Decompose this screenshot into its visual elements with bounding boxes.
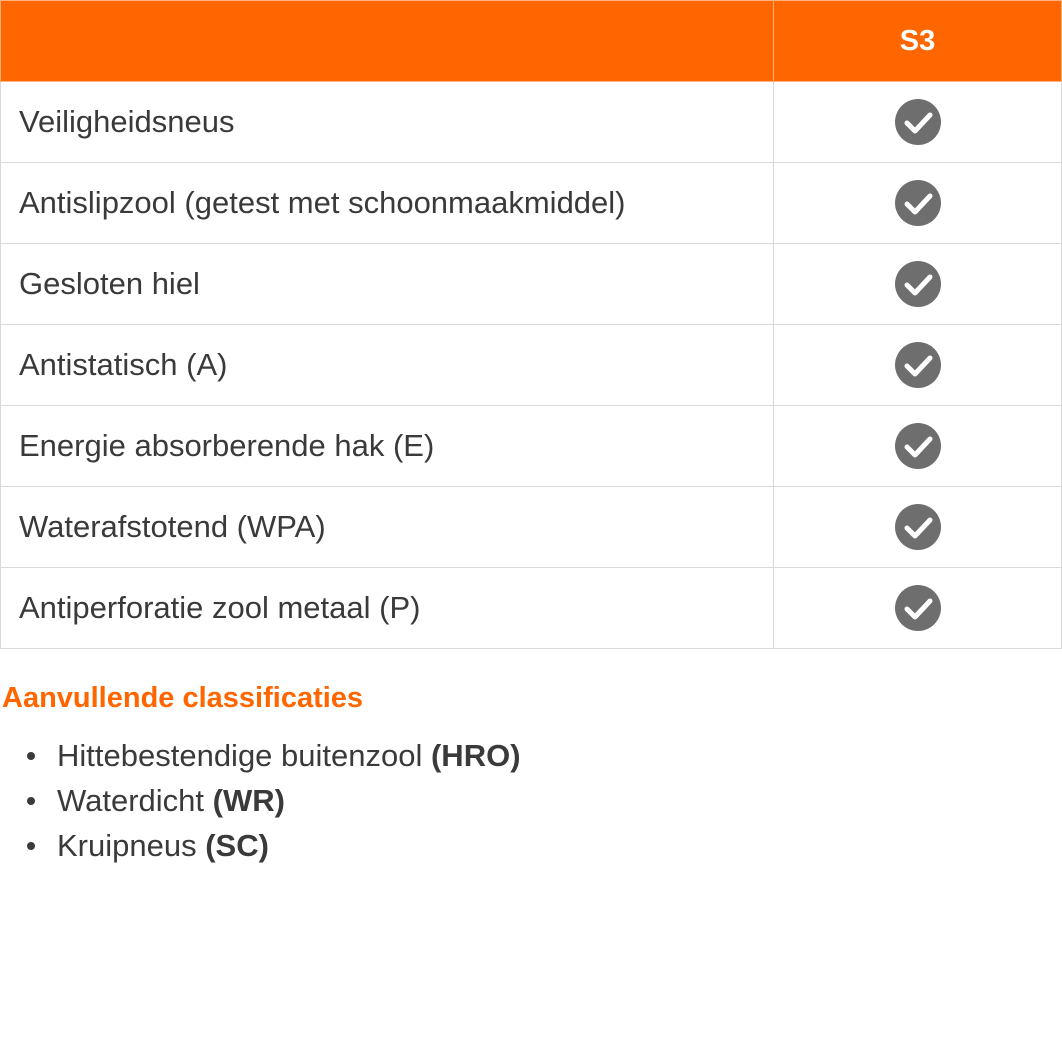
bullet-icon [27,842,35,850]
list-item-label: Kruipneus [57,828,206,863]
list-item [0,733,521,778]
feature-cell: Antiperforatie zool metaal (P) [1,568,774,649]
feature-cell: Veiligheidsneus [1,82,774,163]
table-row [1,82,1062,163]
check-circle-icon [895,342,941,388]
table-row [1,487,1062,568]
table-row [1,568,1062,649]
check-cell [774,406,1062,487]
check-circle-icon [895,585,941,631]
feature-cell: Gesloten hiel [1,244,774,325]
list-item-code: (SC) [205,828,269,863]
additional-classifications-title: Aanvullende classificaties [2,682,364,714]
table-header-row [1,1,1062,82]
check-cell [774,568,1062,649]
check-circle-icon [895,504,941,550]
header-level-s3: S3 [774,1,1062,82]
check-cell [774,82,1062,163]
list-item-label: Waterdicht [57,783,213,818]
check-cell [774,487,1062,568]
bullet-icon [27,797,35,805]
list-item-code: (HRO) [430,738,521,773]
table-row [1,163,1062,244]
check-circle-icon [895,261,941,307]
list-item-label: Hittebestendige buitenzool [57,738,431,773]
table-row [1,325,1062,406]
check-cell [774,325,1062,406]
table-row [1,406,1062,487]
list-item-code: (WR) [212,783,285,818]
check-circle-icon [895,423,941,469]
feature-cell: Energie absorberende hak (E) [1,406,774,487]
bullet-icon [27,752,35,760]
check-circle-icon [895,99,941,145]
header-feature [1,1,774,82]
check-circle-icon [895,180,941,226]
additional-classifications-list [0,733,521,868]
table-row [1,244,1062,325]
feature-cell: Antistatisch (A) [1,325,774,406]
list-item [0,823,521,868]
check-cell [774,163,1062,244]
feature-cell: Antislipzool (getest met schoonmaakmiddel) [1,163,774,244]
list-item [0,778,521,823]
check-cell [774,244,1062,325]
feature-cell: Waterafstotend (WPA) [1,487,774,568]
